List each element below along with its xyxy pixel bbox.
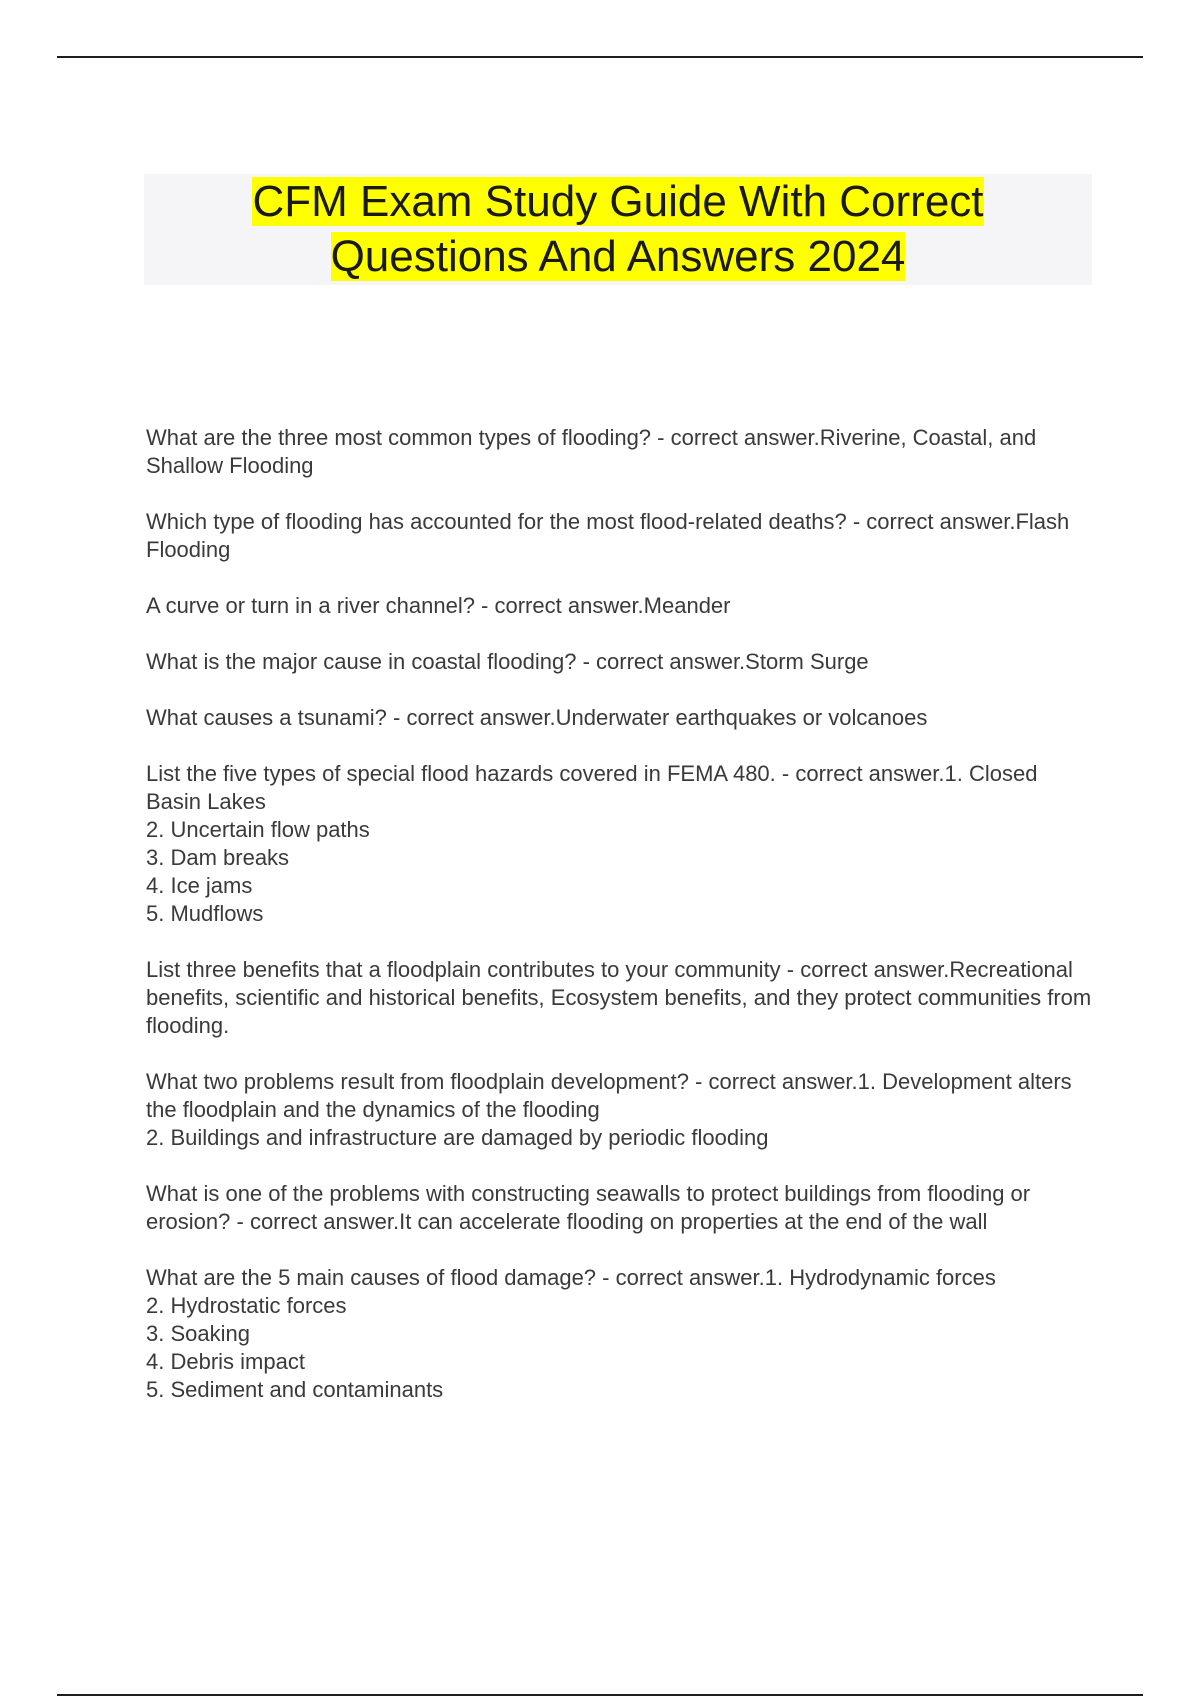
qa-item	[146, 648, 1096, 676]
qa-text: What are the three most common types of flooding? - correct answer.Riverine, Coastal, and Shallow Flooding	[146, 425, 1037, 478]
qa-text: Which type of flooding has accounted for the most flood-related deaths? - correct answer.Flash Flooding	[146, 509, 1070, 562]
qa-list	[146, 424, 1096, 1432]
qa-text: What is the major cause in coastal flooding? - correct answer.Storm Surge	[146, 649, 869, 674]
answer-list-item: 5. Sediment and contaminants	[146, 1377, 444, 1402]
title-highlight-1: CFM Exam Study Guide With Correct	[252, 177, 984, 226]
qa-text: What two problems result from floodplain development? - correct answer.1. Development alters the floodplain and the dynamics of the flooding	[146, 1069, 1072, 1122]
qa-item	[146, 1068, 1096, 1152]
answer-list-item: 3. Dam breaks	[146, 845, 290, 870]
qa-item	[146, 704, 1096, 732]
qa-text: What is one of the problems with constructing seawalls to protect buildings from flooding or erosion? - correct answer.It can accelerate flooding on properties at the end of the wall	[146, 1181, 1031, 1234]
answer-list-item: 2. Buildings and infrastructure are damaged by periodic flooding	[146, 1125, 769, 1150]
answer-list-item: 4. Ice jams	[146, 873, 253, 898]
answer-list-item: 4. Debris impact	[146, 1349, 305, 1374]
qa-text: A curve or turn in a river channel? - correct answer.Meander	[146, 593, 731, 618]
qa-text: What are the 5 main causes of flood damage? - correct answer.1. Hydrodynamic forces	[146, 1265, 996, 1290]
qa-item	[146, 956, 1096, 1040]
qa-item	[146, 424, 1096, 480]
qa-item	[146, 1180, 1096, 1236]
qa-text: List three benefits that a floodplain contributes to your community - correct answer.Recreational benefits, scientific and historical benefits, Ecosystem benefits, and they protect communities from flooding.	[146, 957, 1092, 1038]
bottom-rule	[57, 1694, 1143, 1696]
answer-list-item: 5. Mudflows	[146, 901, 264, 926]
qa-text: What causes a tsunami? - correct answer.Underwater earthquakes or volcanoes	[146, 705, 928, 730]
qa-item	[146, 592, 1096, 620]
top-rule	[57, 56, 1143, 58]
qa-text: List the five types of special flood hazards covered in FEMA 480. - correct answer.1. Closed Basin Lakes	[146, 761, 1038, 814]
title-block	[144, 174, 1092, 285]
title-line-2	[144, 229, 1092, 284]
qa-item	[146, 508, 1096, 564]
answer-list-item: 2. Hydrostatic forces	[146, 1293, 347, 1318]
answer-list-item: 2. Uncertain flow paths	[146, 817, 370, 842]
qa-item	[146, 760, 1096, 928]
title-highlight-2: Questions And Answers 2024	[330, 232, 906, 281]
answer-list-item: 3. Soaking	[146, 1321, 250, 1346]
qa-item	[146, 1264, 1096, 1404]
title-line-1	[144, 174, 1092, 229]
